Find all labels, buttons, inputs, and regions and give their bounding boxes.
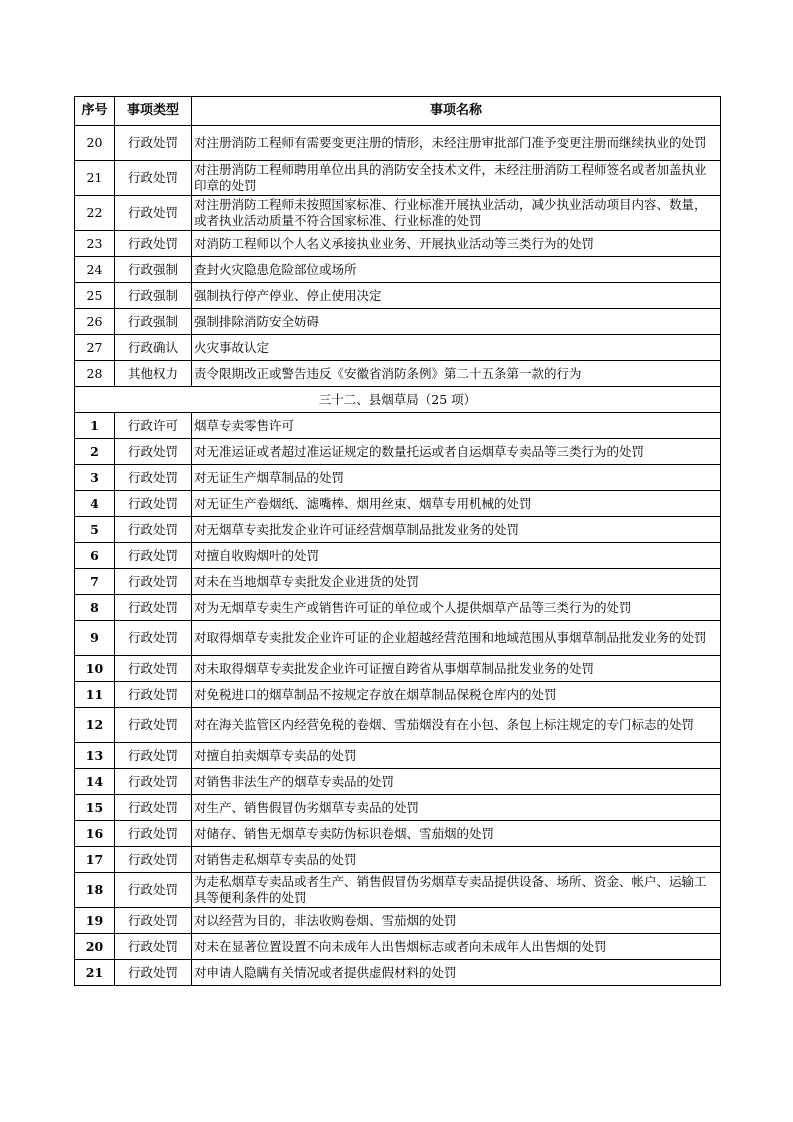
row-number: 20: [75, 934, 115, 960]
section-title: 三十二、县烟草局（25 项）: [75, 387, 721, 413]
row-name: 对申请人隐瞒有关情况或者提供虚假材料的处罚: [192, 960, 721, 986]
row-type: 行政处罚: [115, 908, 192, 934]
row-name: 对无证生产烟草制品的处罚: [192, 465, 721, 491]
header-no: 序号: [75, 97, 115, 126]
table-row: [75, 335, 721, 361]
row-number: 10: [75, 656, 115, 682]
row-name: 为走私烟草专卖品或者生产、销售假冒伪劣烟草专卖品提供设备、场所、资金、帐户、运输工具等便利条件的处罚: [192, 873, 721, 908]
row-name: 对储存、销售无烟草专卖防伪标识卷烟、雪茄烟的处罚: [192, 821, 721, 847]
row-number: 2: [75, 439, 115, 465]
row-type: 行政强制: [115, 257, 192, 283]
row-number: 22: [75, 196, 115, 231]
row-name: 对无准运证或者超过准运证规定的数量托运或者自运烟草专卖品等三类行为的处罚: [192, 439, 721, 465]
table-row: [75, 361, 721, 387]
row-number: 4: [75, 491, 115, 517]
row-name: 对未取得烟草专卖批发企业许可证擅自跨省从事烟草制品批发业务的处罚: [192, 656, 721, 682]
row-name: 强制排除消防安全妨碍: [192, 309, 721, 335]
row-number: 14: [75, 769, 115, 795]
row-type: 行政处罚: [115, 196, 192, 231]
row-number: 3: [75, 465, 115, 491]
table-row: [75, 708, 721, 743]
row-type: 行政处罚: [115, 743, 192, 769]
row-number: 13: [75, 743, 115, 769]
table-row: [75, 283, 721, 309]
header-name: 事项名称: [192, 97, 721, 126]
row-number: 12: [75, 708, 115, 743]
row-number: 17: [75, 847, 115, 873]
row-name: 对擅自收购烟叶的处罚: [192, 543, 721, 569]
table-row: [75, 682, 721, 708]
row-type: 行政处罚: [115, 439, 192, 465]
row-type: 行政许可: [115, 413, 192, 439]
row-type: 行政强制: [115, 309, 192, 335]
row-number: 8: [75, 595, 115, 621]
row-type: 行政确认: [115, 335, 192, 361]
row-number: 16: [75, 821, 115, 847]
row-name: 对生产、销售假冒伪劣烟草专卖品的处罚: [192, 795, 721, 821]
table-row: [75, 439, 721, 465]
row-type: 行政处罚: [115, 960, 192, 986]
table-row: [75, 821, 721, 847]
row-name: 查封火灾隐患危险部位或场所: [192, 257, 721, 283]
row-type: 行政强制: [115, 283, 192, 309]
row-type: 行政处罚: [115, 517, 192, 543]
table-row: [75, 309, 721, 335]
row-number: 21: [75, 161, 115, 196]
row-number: 23: [75, 231, 115, 257]
table-row: [75, 569, 721, 595]
table-row: [75, 908, 721, 934]
table-row: [75, 517, 721, 543]
table-row: [75, 795, 721, 821]
row-name: 对未在显著位置设置不向未成年人出售烟标志或者向未成年人出售烟的处罚: [192, 934, 721, 960]
table-row: [75, 465, 721, 491]
row-type: 行政处罚: [115, 934, 192, 960]
row-name: 对未在当地烟草专卖批发企业进货的处罚: [192, 569, 721, 595]
table-row: [75, 595, 721, 621]
table-row: [75, 196, 721, 231]
row-number: 21: [75, 960, 115, 986]
table-row: [75, 656, 721, 682]
row-type: 行政处罚: [115, 491, 192, 517]
row-number: 24: [75, 257, 115, 283]
row-name: 对消防工程师以个人名义承接执业业务、开展执业活动等三类行为的处罚: [192, 231, 721, 257]
table-row: [75, 621, 721, 656]
row-name: 对销售非法生产的烟草专卖品的处罚: [192, 769, 721, 795]
row-number: 1: [75, 413, 115, 439]
table-row: [75, 847, 721, 873]
table-row: [75, 934, 721, 960]
row-type: 行政处罚: [115, 231, 192, 257]
row-number: 5: [75, 517, 115, 543]
row-name: 对无烟草专卖批发企业许可证经营烟草制品批发业务的处罚: [192, 517, 721, 543]
row-number: 27: [75, 335, 115, 361]
table-row: [75, 543, 721, 569]
row-type: 行政处罚: [115, 708, 192, 743]
row-number: 15: [75, 795, 115, 821]
table-row: [75, 231, 721, 257]
row-type: 行政处罚: [115, 769, 192, 795]
row-number: 20: [75, 126, 115, 161]
row-name: 强制执行停产停业、停止使用决定: [192, 283, 721, 309]
table-row: [75, 769, 721, 795]
table-row: [75, 126, 721, 161]
section-row: [75, 387, 721, 413]
row-number: 28: [75, 361, 115, 387]
table-row: [75, 161, 721, 196]
row-type: 行政处罚: [115, 656, 192, 682]
table-body-top: [75, 126, 721, 387]
table-row: [75, 257, 721, 283]
row-type: 行政处罚: [115, 621, 192, 656]
row-number: 18: [75, 873, 115, 908]
row-name: 对注册消防工程师聘用单位出具的消防安全技术文件，未经注册消防工程师签名或者加盖执业印章的处罚: [192, 161, 721, 196]
table-row: [75, 960, 721, 986]
row-name: 对销售走私烟草专卖品的处罚: [192, 847, 721, 873]
row-type: 行政处罚: [115, 821, 192, 847]
row-type: 其他权力: [115, 361, 192, 387]
row-number: 7: [75, 569, 115, 595]
row-number: 6: [75, 543, 115, 569]
row-name: 责令限期改正或警告违反《安徽省消防条例》第二十五条第一款的行为: [192, 361, 721, 387]
header-type: 事项类型: [115, 97, 192, 126]
row-name: 对无证生产卷烟纸、滤嘴棒、烟用丝束、烟草专用机械的处罚: [192, 491, 721, 517]
row-name: 对为无烟草专卖生产或销售许可证的单位或个人提供烟草产品等三类行为的处罚: [192, 595, 721, 621]
row-number: 19: [75, 908, 115, 934]
table-row: [75, 873, 721, 908]
row-type: 行政处罚: [115, 543, 192, 569]
row-type: 行政处罚: [115, 595, 192, 621]
row-name: 火灾事故认定: [192, 335, 721, 361]
row-name: 烟草专卖零售许可: [192, 413, 721, 439]
row-type: 行政处罚: [115, 569, 192, 595]
row-type: 行政处罚: [115, 465, 192, 491]
row-number: 25: [75, 283, 115, 309]
table-header-row: [75, 97, 721, 126]
row-name: 对取得烟草专卖批发企业许可证的企业超越经营范围和地域范围从事烟草制品批发业务的处罚: [192, 621, 721, 656]
table-row: [75, 491, 721, 517]
row-name: 对在海关监管区内经营免税的卷烟、雪茄烟没有在小包、条包上标注规定的专门标志的处罚: [192, 708, 721, 743]
items-table: [74, 96, 721, 986]
row-type: 行政处罚: [115, 161, 192, 196]
row-name: 对以经营为目的，非法收购卷烟、雪茄烟的处罚: [192, 908, 721, 934]
table-row: [75, 743, 721, 769]
row-name: 对注册消防工程师有需要变更注册的情形，未经注册审批部门准予变更注册而继续执业的处罚: [192, 126, 721, 161]
row-type: 行政处罚: [115, 847, 192, 873]
row-number: 26: [75, 309, 115, 335]
row-number: 11: [75, 682, 115, 708]
table-section: [75, 387, 721, 413]
table-body-bottom: [75, 413, 721, 986]
row-type: 行政处罚: [115, 873, 192, 908]
row-number: 9: [75, 621, 115, 656]
row-name: 对免税进口的烟草制品不按规定存放在烟草制品保税仓库内的处罚: [192, 682, 721, 708]
table-row: [75, 413, 721, 439]
row-type: 行政处罚: [115, 795, 192, 821]
row-type: 行政处罚: [115, 126, 192, 161]
row-type: 行政处罚: [115, 682, 192, 708]
row-name: 对注册消防工程师未按照国家标准、行业标准开展执业活动，减少执业活动项目内容、数量，或者执业活动质量不符合国家标准、行业标准的处罚: [192, 196, 721, 231]
row-name: 对擅自拍卖烟草专卖品的处罚: [192, 743, 721, 769]
